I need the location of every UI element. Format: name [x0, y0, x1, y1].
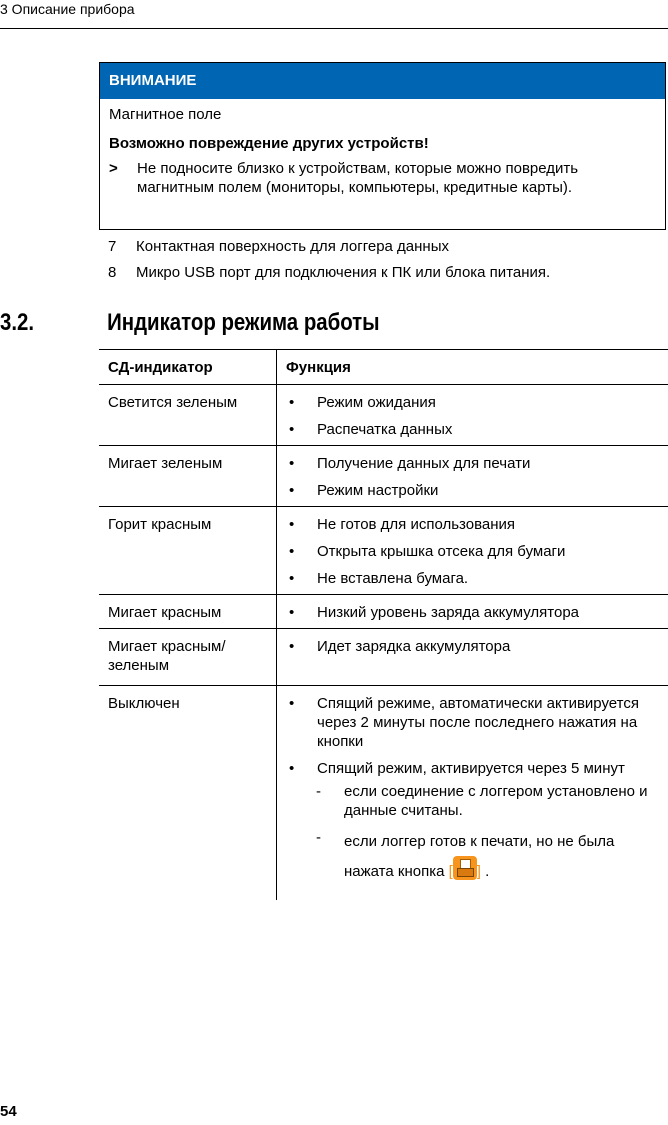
led-functions — [277, 629, 668, 686]
led-table — [99, 349, 668, 900]
warning-headline: Возможно повреждение других устройств! — [109, 135, 429, 152]
led-functions — [277, 385, 668, 446]
led-state: Мигает красным/зеленым — [99, 629, 277, 686]
list-item-text: Контактная поверхность для логгера данных — [136, 238, 449, 255]
print-button-icon — [453, 856, 477, 880]
function-item: • Спящий режим, активируется через 5 минут — [289, 760, 625, 777]
function-item: • Не готов для использования — [289, 516, 516, 533]
warning-action — [109, 159, 657, 197]
column-header: СД-индикатор — [99, 350, 277, 385]
running-header: 3 Описание прибора — [0, 1, 135, 17]
led-state: Светится зеленым — [99, 385, 277, 446]
column-header: Функция — [286, 359, 351, 376]
led-functions — [277, 446, 668, 507]
led-state: Горит красным — [99, 507, 277, 595]
sub-item: - если логгер готов к печати, но не была нажата кнопка [ ] . — [316, 829, 615, 880]
section-heading — [0, 309, 380, 337]
table-row — [99, 629, 668, 686]
led-functions — [277, 507, 668, 595]
warning-body — [100, 99, 665, 197]
led-state: Выключен — [99, 686, 277, 901]
function-item: • Открыта крышка отсека для бумаги — [289, 543, 566, 560]
function-item: • Режим ожидания — [289, 394, 436, 411]
header-divider — [0, 28, 668, 29]
led-state: Мигает зеленым — [99, 446, 277, 507]
led-functions — [277, 595, 668, 629]
list-item-number: 8 — [108, 264, 117, 281]
led-state: Мигает красным — [99, 595, 277, 629]
list-item-text: Микро USB порт для подключения к ПК или блока питания. — [136, 264, 551, 281]
function-item: • Получение данных для печати — [289, 455, 531, 472]
button-bracket-open: [ — [448, 863, 453, 880]
function-item: • Низкий уровень заряда аккумулятора — [289, 604, 580, 621]
led-functions — [277, 686, 668, 901]
table-row — [99, 686, 668, 901]
list-item-number: 7 — [108, 238, 117, 255]
sentence-end: . — [480, 863, 490, 880]
section-title: Индикатор режима работы — [107, 309, 380, 336]
section-number: 3.2. — [0, 309, 35, 336]
list-item — [108, 263, 550, 282]
function-item: • Спящий режиме, автоматически активируется через 2 минуты после последнего нажатия на кнопки — [289, 695, 639, 750]
button-bracket-close: ] — [476, 863, 481, 880]
table-header-row — [99, 350, 668, 385]
sub-item: - если соединение с логгером установлено и данные считаны. — [316, 783, 648, 819]
table-row — [99, 385, 668, 446]
function-item: • Режим настройки — [289, 482, 439, 499]
warning-box — [99, 62, 666, 230]
function-item: • Не вставлена бумага. — [289, 570, 469, 587]
list-item — [108, 237, 449, 256]
function-item: • Идет зарядка аккумулятора — [289, 638, 511, 655]
page-number: 54 — [0, 1103, 17, 1120]
warning-subject: Магнитное поле — [109, 106, 222, 123]
table-row — [99, 446, 668, 507]
function-item: • Распечатка данных — [289, 421, 453, 438]
warning-action-text: Не подносите близко к устройствам, которые можно повредить магнитным полем (мониторы, компьютеры, кредитные карты). — [137, 160, 579, 196]
warning-title: ВНИМАНИЕ — [100, 63, 665, 99]
action-marker: > — [109, 160, 118, 177]
table-row — [99, 507, 668, 595]
table-row — [99, 595, 668, 629]
